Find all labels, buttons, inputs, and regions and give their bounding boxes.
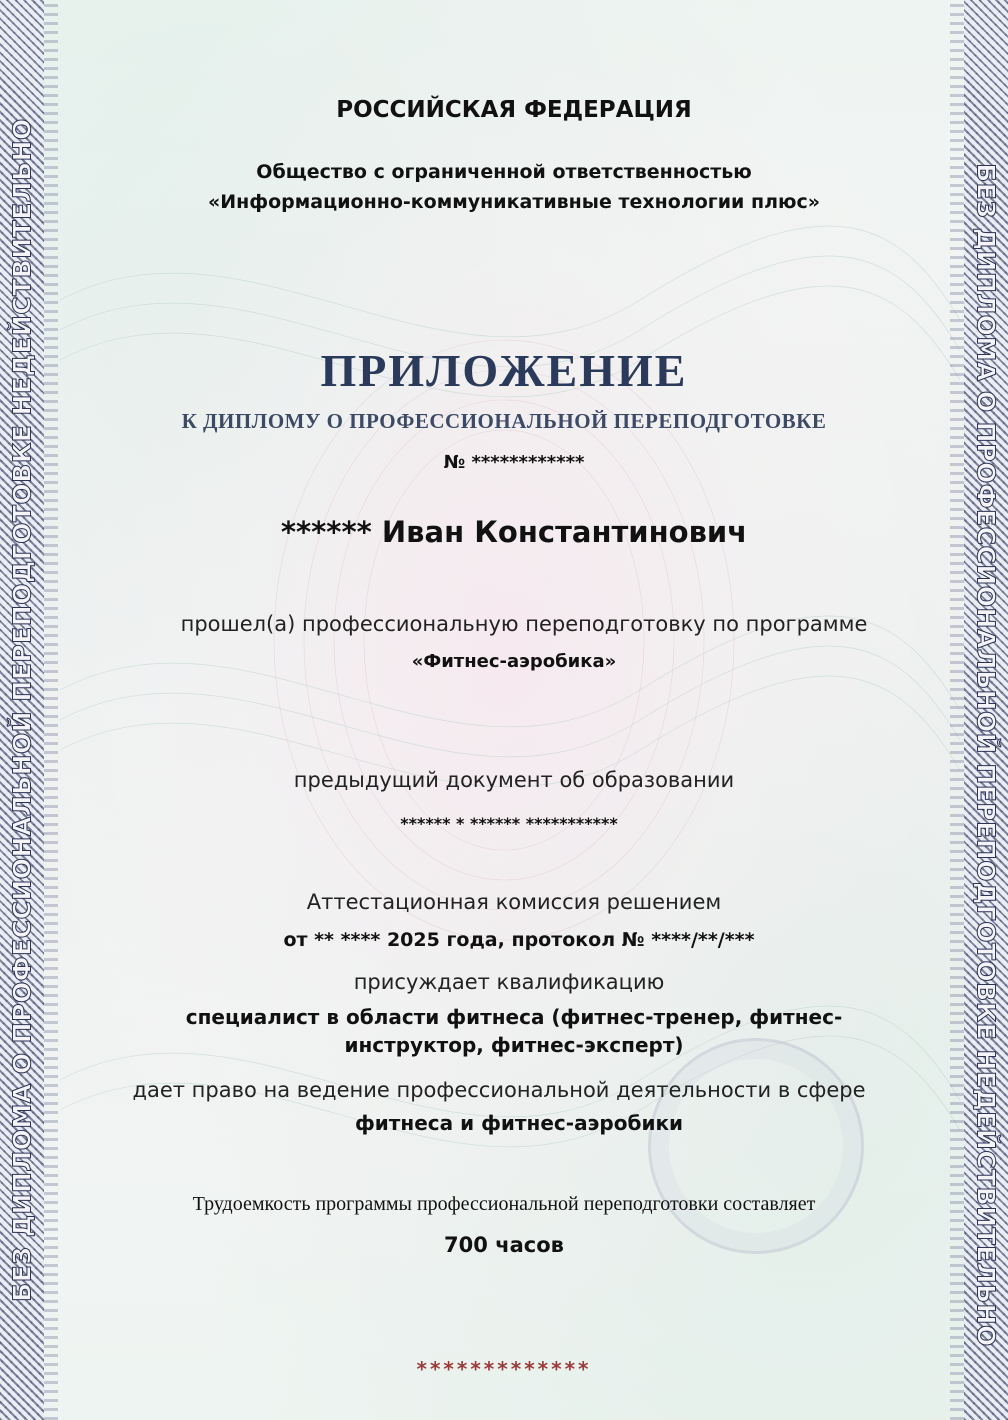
holder-full-name: ****** Иван Константинович (280, 515, 748, 549)
qualification-line-1: специалист в области фитнеса (фитнес-тренер, фитнес- (185, 1005, 843, 1029)
commission-text: Аттестационная комиссия решением (306, 890, 722, 914)
awards-qualification-text: присуждает квалификацию (353, 970, 665, 994)
stamp-watermark (648, 1038, 864, 1254)
bottom-serial-mark: ************* (416, 1357, 592, 1381)
right-to-practice-text: дает право на ведение профессиональной деятельности в сфере (132, 1078, 866, 1102)
qualification-line-2: инструктор, фитнес-эксперт) (344, 1033, 684, 1057)
qualification (10, 1003, 1008, 1059)
country-heading: РОССИЙСКАЯ ФЕДЕРАЦИЯ (336, 97, 692, 123)
previous-document-value: ****** * ****** *********** (400, 814, 618, 833)
document-title: ПРИЛОЖЕНИЕ (320, 345, 688, 396)
protocol-info: от ** **** 2025 года, протокол № ****/**/*** (283, 929, 755, 951)
program-name: «Фитнес-аэробика» (411, 651, 617, 672)
previous-document-label: предыдущий документ об образовании (293, 768, 735, 792)
organization-line-1: Общество с ограниченной ответственностью (256, 161, 752, 183)
right-border-text: БЕЗ ДИПЛОМА О ПРОФЕССИОНАЛЬНОЙ ПЕРЕПОДГОТОВКЕ НЕДЕЙСТВИТЕЛЬНО (971, 163, 1001, 1347)
document-subtitle: К ДИПЛОМУ О ПРОФЕССИОНАЛЬНОЙ ПЕРЕПОДГОТОВКЕ (181, 409, 827, 433)
hours-label: Трудоемкость программы профессиональной переподготовки составляет (192, 1193, 816, 1215)
practice-sphere: фитнеса и фитнес-аэробики (354, 1111, 684, 1135)
hours-value: 700 часов (444, 1233, 564, 1257)
left-border-text: БЕЗ ДИПЛОМА О ПРОФЕССИОНАЛЬНОЙ ПЕРЕПОДГОТОВКЕ НЕДЕЙСТВИТЕЛЬНО (7, 118, 37, 1302)
organization-line-2: «Информационно-коммуникативные технологии плюс» (207, 191, 821, 213)
passed-text: прошел(а) профессиональную переподготовку по программе (180, 612, 868, 636)
document-number: № ************ (443, 452, 585, 473)
